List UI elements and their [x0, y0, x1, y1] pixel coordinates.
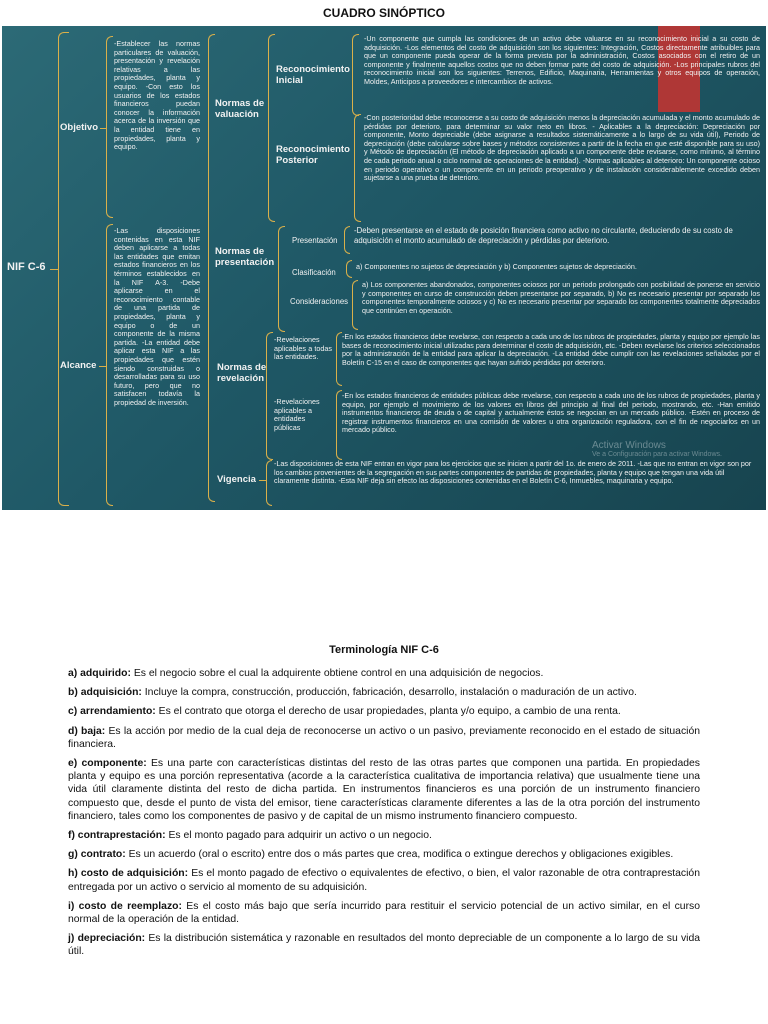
term-name: b) adquisición:: [68, 687, 142, 699]
objetivo-label: Objetivo: [60, 122, 99, 133]
alcance-label: Alcance: [60, 360, 97, 371]
term-name: f) contraprestación:: [68, 830, 166, 842]
term-item: [68, 829, 700, 842]
term-definition: Es el costo más bajo que sería incurrido para restituir el servicio potencial de un activo similar, en el curso normal de la operación de la entidad.: [68, 900, 701, 926]
term-name: e) componente:: [68, 758, 147, 770]
revelacion-label: Normas de revelación: [217, 362, 267, 384]
revelacion-brace: [266, 332, 273, 460]
connector: [50, 269, 58, 270]
term-name: j) depreciación:: [68, 933, 146, 945]
term-item: [68, 867, 700, 893]
term-item: [68, 686, 700, 699]
term-name: d) baja:: [68, 725, 106, 737]
connector: [99, 366, 106, 367]
root-brace: [58, 32, 69, 506]
terminology-title: Terminología NIF C-6: [329, 644, 439, 656]
term-item: [68, 848, 700, 861]
normas-brace: [208, 34, 215, 502]
clasificacion-brace: [346, 260, 352, 278]
presentacion-label: Normas de presentación: [215, 246, 275, 268]
watermark-line1: Activar Windows: [592, 440, 666, 451]
term-item: [68, 757, 700, 823]
term-definition: Es el contrato que otorga el derecho de usar propiedades, planta y/o equipo, a cambio de una renta.: [158, 706, 621, 718]
objetivo-text: -Establecer las normas particulares de valuación, presentación y revelación relativas a las propiedades, planta y equipo. -Con esto los usuarios de los estados financieros puedan conocer la información acerca de la inversión que la entidad tiene en propiedades, planta y equipo.: [114, 39, 200, 152]
reconocimiento-inicial-label: Reconocimiento Inicial: [276, 64, 350, 86]
clasificacion-label: Clasificación: [292, 268, 336, 277]
term-item: [68, 667, 700, 680]
presentacion-sub-brace: [344, 226, 350, 254]
term-name: g) contrato:: [68, 849, 126, 861]
inicial-brace: [352, 34, 359, 116]
term-definition: Es la distribución sistemática y razonable en resultados del monto depreciable de un componente a lo largo de su vida útil.: [68, 933, 701, 958]
revelacion-todas-label: -Revelaciones aplicables a todas las entidades.: [274, 335, 332, 362]
term-item: [68, 900, 700, 926]
revelacion-publicas-label: -Revelaciones aplicables a entidades públicas: [274, 397, 320, 432]
consideraciones-label: Consideraciones: [290, 297, 349, 306]
presentacion-brace: [278, 226, 285, 332]
term-definition: Es un acuerdo (oral o escrito) entre dos o más partes que crea, modifica o extingue derechos y obligaciones exigibles.: [128, 849, 674, 861]
valuacion-brace: [268, 34, 275, 222]
consideraciones-brace: [352, 280, 358, 330]
terminology-list: [68, 667, 700, 965]
consideraciones-text: a) Los componentes abandonados, componentes ociosos por un periodo prolongado con posibilidad de ponerse en servicio y componentes en curso de construcción deben presentarse por separado, b) No es necesario presentar por separado los componentes temporalmente ociosos y c) No es necesario presentar por separado los componentes totalmente depreciados que continúen en operación.: [362, 280, 760, 315]
vigencia-brace: [266, 460, 272, 506]
activation-watermark: [592, 440, 722, 458]
term-definition: Incluye la compra, construcción, producción, fabricación, desarrollo, instalación o maduración de un activo.: [144, 687, 637, 699]
valuacion-label: Normas de valuación: [215, 98, 265, 120]
term-definition: Es una parte con características distintas del resto de las otras partes que componen una partida. En propiedades planta y equipo es una porción representativa (acorde a la característica cualitativa de importancia relativa) que usualmente tiene una vida útil claramente distinta del resto de dicha partida. En instrumentos financieros es una porción de un instrumento financiero compuesto que, desde el punto de vista del emisor, tiene características claramente diferentes a las de la otra porción del instrumento financiero, tales como los componentes de pasivo y de capital de un mismo instrumento financiero compuesto.: [68, 758, 700, 822]
term-name: a) adquirido:: [68, 668, 131, 679]
reconocimiento-posterior-label: Reconocimiento Posterior: [276, 144, 350, 166]
objetivo-brace: [106, 36, 113, 218]
term-name: c) arrendamiento:: [68, 706, 156, 718]
term-definition: Es el monto pagado de efectivo o equivalentes de efectivo, o bien, el valor razonable de otra contraprestación entregada por un activo o servicio al momento de su adquisición.: [68, 868, 700, 893]
term-item: [68, 932, 700, 958]
alcance-brace: [106, 224, 113, 506]
watermark-line2: Ve a Configuración para activar Windows.: [592, 451, 722, 458]
synoptic-chart: [2, 26, 766, 510]
connector: [259, 480, 266, 481]
reconocimiento-posterior-text: -Con posterioridad debe reconocerse a su costo de adquisición menos la depreciación acumulada y el monto acumulado de pérdidas por deterioro, para determinar su valor neto en libros. - Aplicables a la depreciación: Depreciación por componente, Monto depreciable (debe asignarse a resultados sistemáticamente a lo largo de su vida útil), Periodo de depreciación (debe calcularse sobre bases y métodos consistentes a partir de la fecha en que esté disponible para su uso) y Método de depreciación (El método de depreciación aplicado a un componente debe revisarse, como mínimo, al término de cada periodo anual o ciclo normal de operaciones de la entidad). -Normas aplicables al deterioro: Un componente ocioso en periodo operativo o un componente en un periodo preoperativo y de instalación considerablemente excedido deben sujetarse a una prueba de deterioro.: [364, 113, 760, 183]
presentacion-sub-text: -Deben presentarse en el estado de posición financiera como activo no circulante, deduciendo de su costo de adquisición el monto acumulado de depreciación y pérdidas por deterioro.: [354, 226, 733, 245]
posterior-brace: [354, 114, 361, 222]
alcance-text: -Las disposiciones contenidas en esta NIF deben aplicarse a todas las entidades que emitan estados financieros en los términos establecidos en la NIF A-3. -Debe aplicarse en el reconocimiento contable de una partida de propiedades, planta y equipo o de un componente de la misma partida. -La entidad debe aplicar esta NIF a las propiedades que estén siendo construidas o desarrolladas para su uso futuro, pero que no satisfacen todavía la propiedad de inversión.: [114, 226, 200, 407]
revelacion-publicas-text: -En los estados financieros de entidades públicas debe revelarse, con respecto a cada uno de los rubros de propiedades, planta y equipo, por ejemplo el movimiento de los valores en libros del principio al final del periodo, mostrando, etc. -Han emitido instrumentos financieros de deuda o de capital y actualmente éstos se negocian en un mercado público. -Estén en proceso de registrar instrumentos financieros en una comisión de valores u otra organización reguladora, con el fin de negociarlos en un mercado público.: [342, 391, 760, 435]
term-name: i) costo de reemplazo:: [68, 900, 182, 912]
term-name: h) costo de adquisición:: [68, 868, 189, 880]
root-label: NIF C-6: [7, 261, 46, 273]
page-title: CUADRO SINÓPTICO: [322, 6, 445, 20]
term-item: [68, 725, 700, 751]
presentacion-sub-label: Presentación: [292, 236, 338, 245]
term-definition: Es el monto pagado para adquirir un activo o un negocio.: [168, 830, 432, 842]
term-definition: Es el negocio sobre el cual la adquirente obtiene control en una adquisición de negocios.: [133, 668, 544, 679]
reconocimiento-inicial-text: -Un componente que cumpla las condiciones de un activo debe valuarse en su reconocimiento inicial a su costo de adquisición. -Los elementos del costo de adquisición son los siguientes: Integración, Costos directamente atribuibles para que un componente pueda operar de la forma prevista por la administración, Costos asociados con el retiro de un componente y finalmente aquellos costos que no deben formar parte del costo de adquisición. -Los principales rubros del reconocimiento inicial son los siguientes: Terrenos, Edificio, Maquinaria, Herramientas y otros equipos de operación, Moldes, Anticipos a proveedores e intercambios de activos.: [364, 34, 760, 86]
revelacion-todas-text: -En los estados financieros debe revelarse, con respecto a cada uno de los rubros de propiedades, planta y equipo por ejemplo las bases de reconocimiento inicial utilizadas para determinar el costo de adquisición, etc. -Deben revelarse los criterios seleccionados por la administración de la entidad para aplicar la depreciación. -La entidad debe cumplir con las revelaciones señaladas por el Boletín C-15 en el caso de componentes que hayan sufrido pérdidas por deterioro.: [342, 332, 760, 367]
term-definition: Es la acción por medio de la cual deja de reconocerse un activo o un pasivo, previamente reconocido en el estado de situación financiera.: [68, 725, 701, 750]
clasificacion-text: a) Componentes no sujetos de depreciación y b) Componentes sujetos de depreciación.: [356, 262, 637, 271]
term-item: [68, 705, 700, 718]
vigencia-text: -Las disposiciones de esta NIF entran en vigor para los ejercicios que se inicien a partir del 1o. de enero de 2011. -Las que no entran en vigor son por los cambios provenientes de la segregación en sus partes componentes de partidas de propiedades, planta y equipo que tengan una vida útil claramente distinta. -Esta NIF deja sin efecto las disposiciones contenidas en el Boletín C-6, Inmuebles, maquinaria y equipo.: [274, 459, 752, 486]
vigencia-label: Vigencia: [217, 474, 256, 485]
